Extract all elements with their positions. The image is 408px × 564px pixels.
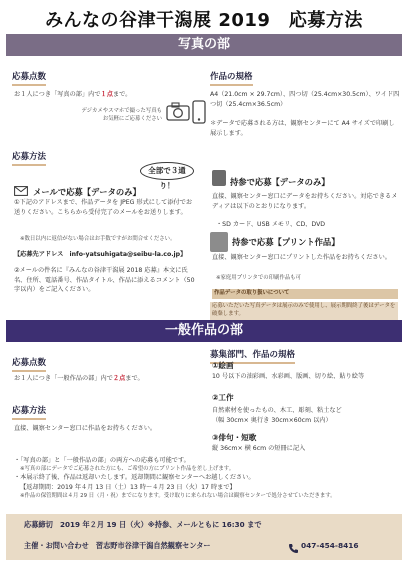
haiku-text: 縦 36cm× 横 6cm の短冊に記入 [212,445,306,452]
bring-data-heading: 持参で応募【データのみ】 [230,177,330,187]
categories-label: 募集部門、作品の規格 [210,342,295,364]
bring-print-note: ※家庭用プリンタでの印刷作品も可 [216,275,301,281]
craft-title: ②工作 [212,393,234,402]
spec-note: ＊データで応募される方は、観察センターにて A4 サイズで印刷し展示します。 [210,120,395,137]
craft-text2: （幅 30cm× 奥行き 30cm×60cm 以内） [212,417,332,424]
organizer: 主催・お問い合わせ 習志野市谷津干潟自然観察センター [24,541,211,550]
spec-text: A4（21.0cm × 29.7cm）、四つ切（25.4cm×30.5cm）、ワイド四つ切（25.4cm×36.5cm） [210,91,400,108]
note-both: ・「写真の部」と「一般作品の部」の両方への応募も可能です。 [14,457,190,464]
data-handling-text: 応募いただいた写真データは展示のみで使用し、展示期間終了後はデータを破棄します。 [212,303,396,317]
painting-title: ①絵画 [212,361,234,370]
print-photo-icon [210,232,228,252]
general-section-band: 一般作品の部 [6,320,402,342]
usb-drive-icon [212,170,226,186]
spec-label: 作品の規格 [210,64,253,86]
phone-number: 047-454-8416 [301,541,359,550]
craft-text1: 自然素材を使ったもの、木工、彫刻、粘土など [212,407,342,414]
note-return: ・本展示終了後、作品は返却いたします。返却期間に観察センターへお越しください。 [14,474,255,482]
deadline: 応募締切 2019 年２月 19 日（火）※持参、メールともに 16:30 まで [24,520,262,529]
photo-section-band: 写真の部 [6,34,402,56]
bring-print-heading: 持参で応募【プリント作品】 [232,237,340,247]
general-method-text: 直接、観察センター窓口に作品をお持ちください。 [14,425,157,432]
general-count-label: 応募点数 [12,350,46,372]
email-heading: メールで応募【データのみ】 [14,180,141,200]
painting-text: 10 号以下の油彩画、水彩画、版画、切り絵、貼り絵等 [212,373,365,380]
camera-note: デジカメやスマホで撮った写真もお気軽にご応募ください [81,108,162,122]
page-title: みんなの谷津干潟展 2019 応募方法 [45,10,363,31]
bring-print-text: 直接、観察センター窓口にプリントした作品をお持ちください。 [212,254,391,261]
email-step2: ②メールの件名に『みんなの谷津干潟展 2018 応募』本文に氏名、住所、電話番号、作品タイトル、作品に添えるコメント（50 字以内）をご記入ください。 [14,267,195,294]
three-ways-badge: 全部で３通り！ [140,162,194,180]
photo-count-text: お１人につき「写真の部」内で１点まで。 [14,91,132,98]
email-step1: ①下記のアドレスまで、作品データを JPEG 形式にして添付でお送りください。こちらから受付完了のメールをお送りします。 [14,199,193,216]
general-method-label: 応募方法 [12,398,46,420]
email-address: 【応募先アドレス info-yatsuhigata@seibu-la.co.jp】 [14,251,187,258]
haiku-title: ③俳句・短歌 [212,433,257,442]
phone-icon [288,539,299,558]
photo-count-label: 応募点数 [12,64,46,86]
camera-icon [166,102,192,126]
smartphone-icon [192,100,206,128]
photo-method-label: 応募方法 [12,144,46,166]
bring-data-media: ・SD カード、USB メモリ、CD、DVD [216,221,326,228]
bring-data-text: 直接、観察センター窓口にデータをお持ちください。対応できるメディアは以下のとおりになります。 [212,193,398,210]
data-handling-label: 作品データの取り扱いについて [212,289,398,299]
email-step1-note: ※数日以内に返信がない場合はお手数ですがお問合せください。 [20,236,176,242]
note-storage: ※作品の保管期間は４月 29 日（月・祝）までになります。受け取りに来られない場合は観察センターで処分させていただきます。 [20,492,336,499]
notes-block [14,456,404,500]
note-return-period: 【返却期間：2019 年４月 13 日（土）13 時～４月 23 日（火）17 時まで】 [20,484,236,492]
general-count-text: お１人につき「一般作品の部」内で２点まで。 [14,375,144,382]
note-both-sub: ※写真の部にデータでご応募された方にも、ご希望の方にプリント作品を差し上げます。 [20,465,235,472]
